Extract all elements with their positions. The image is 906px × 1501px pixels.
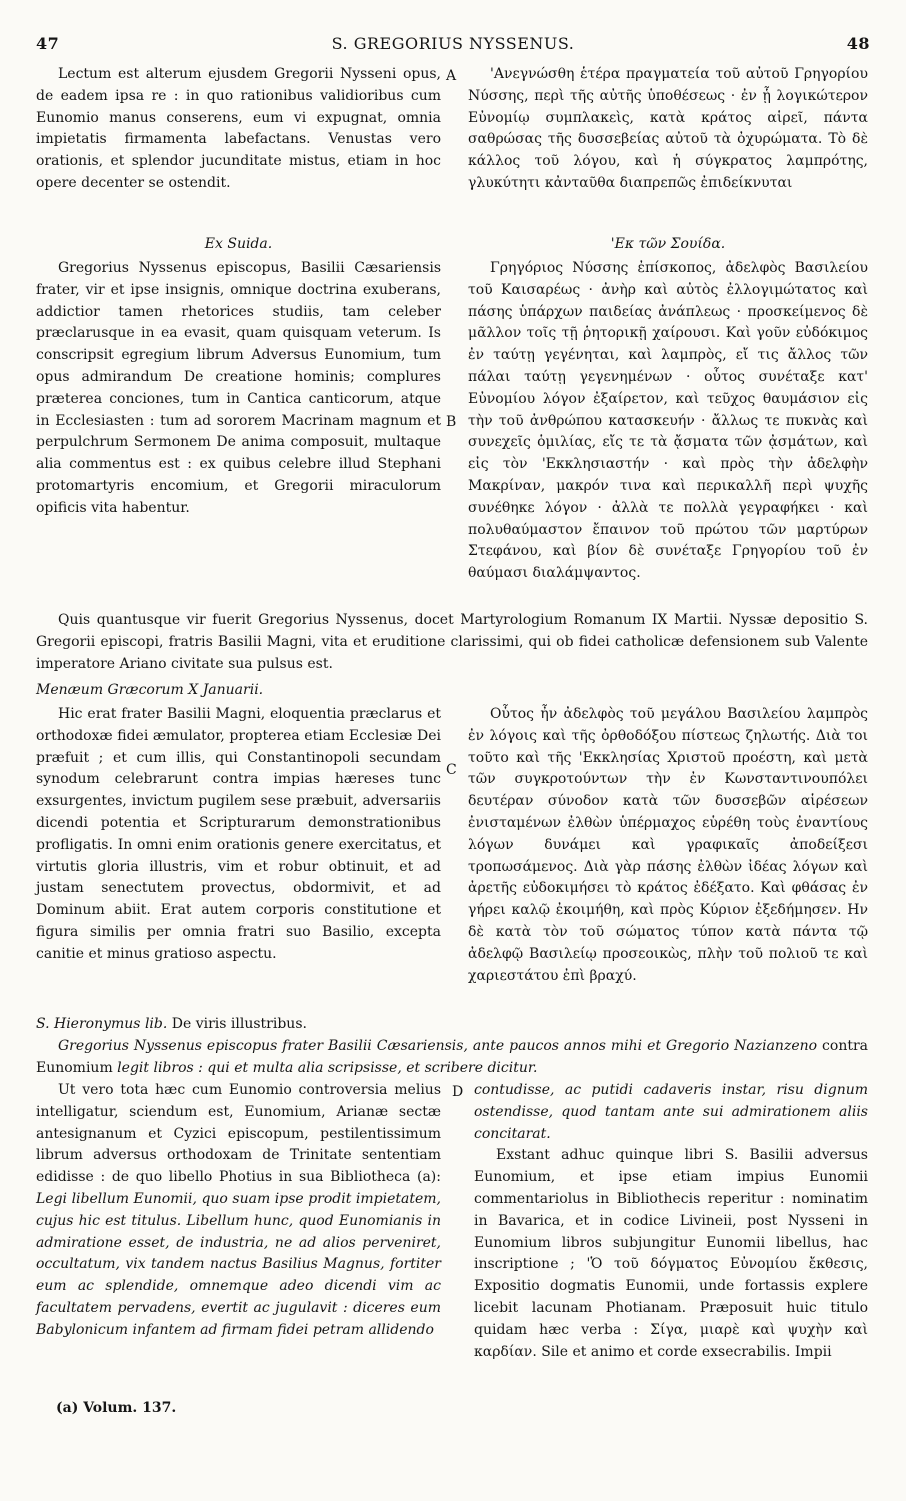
margin-mark-d: D <box>452 1084 464 1100</box>
latin-paragraph-suida: Gregorius Nyssenus episcopus, Basilii Cæsariensis frater, vir et ipse insignis, omnique doctrina exuberans, addictior tamen rhetorices studiis, tam celeber præclarusque in ea evasit, quam quisquam veterum. Is conscripsit egregium librum Adversus Eunomium, tum opus admirandum De creatione hominis; complures præterea conciones, tum in Cantica canticorum, atque in Ecclesiasten : tum ad sororem Macrinam magnum et perpulchrum Sermonem De anima composuit, multaque alia commentus est : ex quibus celebre illud Stephani protomartyris encomium, et Gregorii miraculorum opificis vita habentur. <box>36 260 441 516</box>
running-header <box>36 34 870 58</box>
page-number-left: 47 <box>36 34 60 53</box>
menaeum-heading: Menæum Græcorum X Januarii. <box>36 682 264 698</box>
suida-heading-latin: Ex Suida. <box>204 236 273 252</box>
margin-mark-c: C <box>446 762 457 778</box>
greek-paragraph-menaeum: Οὗτος ἦν ἀδελφὸς τοῦ μεγάλου Βασιλείου λαμπρὸς ἐν λόγοις καὶ τῆς ὀρθοδόξου πίστεως ζηλωτής. Διὰ τοι τοῦτο καὶ τῆς 'Εκκλησίας Χριστοῦ προέστη, καὶ μετὰ τῶν συγκροτούντων τὴν ἐν Κωνσταντινουπόλει δευτέραν σύνοδον κατὰ τῶν δυσσεβῶν αἱρέσεων ἐνισταμένων ἐλθὼν ὑπέρμαχος εὑρέθη τοὺς ἐναντίους λόγων δυνάμει καὶ γραφικαῖς ἀποδείξεσι τροπωσάμενος. Διὰ γὰρ πάσης ἐλθὼν ἰδέας λόγων καὶ ἀρετῆς εὐδοκιμήσει τὸ κράτος ἐδέξατο. Καὶ φθάσας ἐν γήρει καλῷ ἐκοιμήθη, καὶ πρὸς Κύριον ἐξεδήμησεν. Ην δὲ κατὰ τὸν τοῦ σώματος τύπον κατὰ πάντα τῷ ἀδελφῷ Βασιλείῳ προσεοικὼς, πλὴν τοῦ πολιοῦ τε καὶ χαριεστάτου ἐπὶ βραχύ. <box>468 706 868 984</box>
hieronymus-quote: Gregorius Nyssenus episcopus frater Basilii Cæsariensis, ante paucos annos mihi et Gregorio Nazianzeno contra Eunomium legit libros : qui et multa alia scripsisse, et scribere dicitur. <box>36 1038 868 1076</box>
latin-paragraph-controversy: Ut vero tota hæc cum Eunomio controversia melius intelligatur, sciendum est, Eunomium, Arianæ sectæ antesignanum et Cyzici episcopum, pestilentissimum librum adversus orthodoxam de Trinitate sententiam edidisse : de quo libello Photius in sua Bibliotheca (a): Legi libellum Eunomii, quo suam ipse prodit impietatem, cujus hic est titulus. Libellum hunc, quod Eunomianis in admiratione esset, de industria, ne ad alios perveniret, occultatum, vix tandem nactus Basilius Magnus, fortiter eum ac splendide, omnemque adeo dicendi vim ac facultatem pervadens, evertit ac jugulavit : diceres eum Babylonicum infantem ad firmam fidei petram allidendo <box>36 1082 441 1338</box>
footnote: (a) Volum. 137. <box>56 1400 177 1416</box>
page-number-right: 48 <box>846 34 870 53</box>
greek-paragraph-photius: 'Ανεγνώσθη ἑτέρα πραγματεία τοῦ αὐτοῦ Γρηγορίου Νύσσης, περὶ τῆς αὐτῆς ὑποθέσεως · ἐν ᾗ λογικώτερον Εὐνομίῳ συμπλακεὶς, κατὰ κράτος αἱρεῖ, πάντα σαθρώσας τῆς δυσσεβείας αὐτοῦ τὰ ὀχυρώματα. Τὸ δὲ κάλλος τοῦ λόγου, καὶ ἡ σύγκρατος λαμπρότης, γλυκύτητι κἀνταῦθα διαπρεπῶς ἐπιδείκνυται <box>468 66 868 191</box>
margin-mark-a: A <box>446 68 457 84</box>
latin-paragraph-photius: Lectum est alterum ejusdem Gregorii Nysseni opus, de eadem ipsa re : in quo rationibus validioribus cum Eunomio manus conserens, eum vi expugnat, omnia impietatis firmamenta labefactans. Venustas vero orationis, et splendor jucunditate mistus, etiam in hoc opere decenter se ostendit. <box>36 66 441 191</box>
suida-heading-greek: 'Εκ τῶν Σουίδα. <box>610 236 726 252</box>
martyrology-paragraph: Quis quantusque vir fuerit Gregorius Nyssenus, docet Martyrologium Romanum IX Martii. Nyssæ depositio S. Gregorii episcopi, fratris Basilii Magni, vita et eruditione clarissimi, qui ob fidei catholicæ defensionem sub Valente imperatore Ariano civitate sua pulsus est. <box>36 612 868 672</box>
margin-mark-b: B <box>446 414 457 430</box>
latin-paragraph-exstant: contudisse, ac putidi cadaveris instar, risu dignum ostendisse, quod tantam ante sui admirationem aliis concitarat. Exstant adhuc quinque libri S. Basilii adversus Eunomium, et ipse etiam impius Eunomii commentariolus in Bibliothecis reperitur : nominatim in Bavarica, et in codice Livineii, post Nysseni in Eunomium libros subjungitur Eunomii libellus, hac inscriptione ; 'Ὁ τοῦ δόγματος Εὐνομίου ἔκθεσις, Expositio dogmatis Eunomii, unde fortassis explere licebit lacunam Photianam. Præposuit huic titulo quidam hæc verba : Σίγα, μιαρὲ καὶ ψυχὴν καὶ καρδίαν. Sile et animo et corde exsecrabilis. Impii <box>474 1082 868 1360</box>
latin-paragraph-menaeum: Hic erat frater Basilii Magni, eloquentia præclarus et orthodoxæ fidei æmulator, propterea etiam Ecclesiæ Dei præfuit ; et cum illis, qui Constantinopoli secundam synodum celebrarunt contra impias hæreses tunc exsurgentes, invictum pugilem sese præbuit, adversariis dicendi potentia et Scripturarum demonstrationibus profligatis. In omni enim orationis genere exercitatus, et virtutis gloria illustris, vim et robur obtinuit, et ad justam senectutem provectus, obdormivit, et ad Dominum abiit. Erat autem corporis constitutione et figura similis per omnia fratri suo Basilio, excepta canitie et minus gratioso aspectu. <box>36 706 441 962</box>
hieronymus-heading: S. Hieronymus lib. De viris illustribus. <box>36 1016 307 1032</box>
page-title: S. GREGORIUS NYSSENUS. <box>331 34 575 53</box>
greek-paragraph-suida: Γρηγόριος Νύσσης ἐπίσκοπος, ἀδελφὸς Βασιλείου τοῦ Καισαρέως · ἀνὴρ καὶ αὐτὸς ἐλλογιμώτατος καὶ πάσης ὑπάρχων παιδείας ἀνάπλεως · προσκείμενος δὲ μᾶλλον τοῖς τῇ ῥητορικῇ χαίρουσι. Καὶ γοῦν εὐδόκιμος ἐν ταύτῃ γεγένηται, καὶ λαμπρὸς, εἴ τις ἄλλος τῶν πάλαι ταύτῃ γεγενημένων · οὗτος συνέταξε κατ' Εὐνομίου λόγον ἐξαίρετον, καὶ τεῦχος θαυμάσιον εἰς τὴν τοῦ ἀνθρώπου κατασκευήν · ἄλλως τε πυκνὰς καὶ συνεχεῖς ὁμιλίας, εἴς τε τὰ ᾄσματα τῶν ᾀσμάτων, καὶ εἰς τὸν 'Εκκλησιαστήν · καὶ πρὸς τὴν ἀδελφὴν Μακρίναν, μακρόν τινα καὶ περικαλλῆ περὶ ψυχῆς συνέθηκε λόγον · ἀλλὰ τε πολλὰ γεγραφήκει · καὶ πολυθαύμαστον ἔπαινον τοῦ πρώτου τῶν μαρτύρων Στεφάνου, καὶ βίον δὲ συνέταξε Γρηγορίου τοῦ ἐν θαύμασι διαλάμψαντος. <box>468 260 868 582</box>
